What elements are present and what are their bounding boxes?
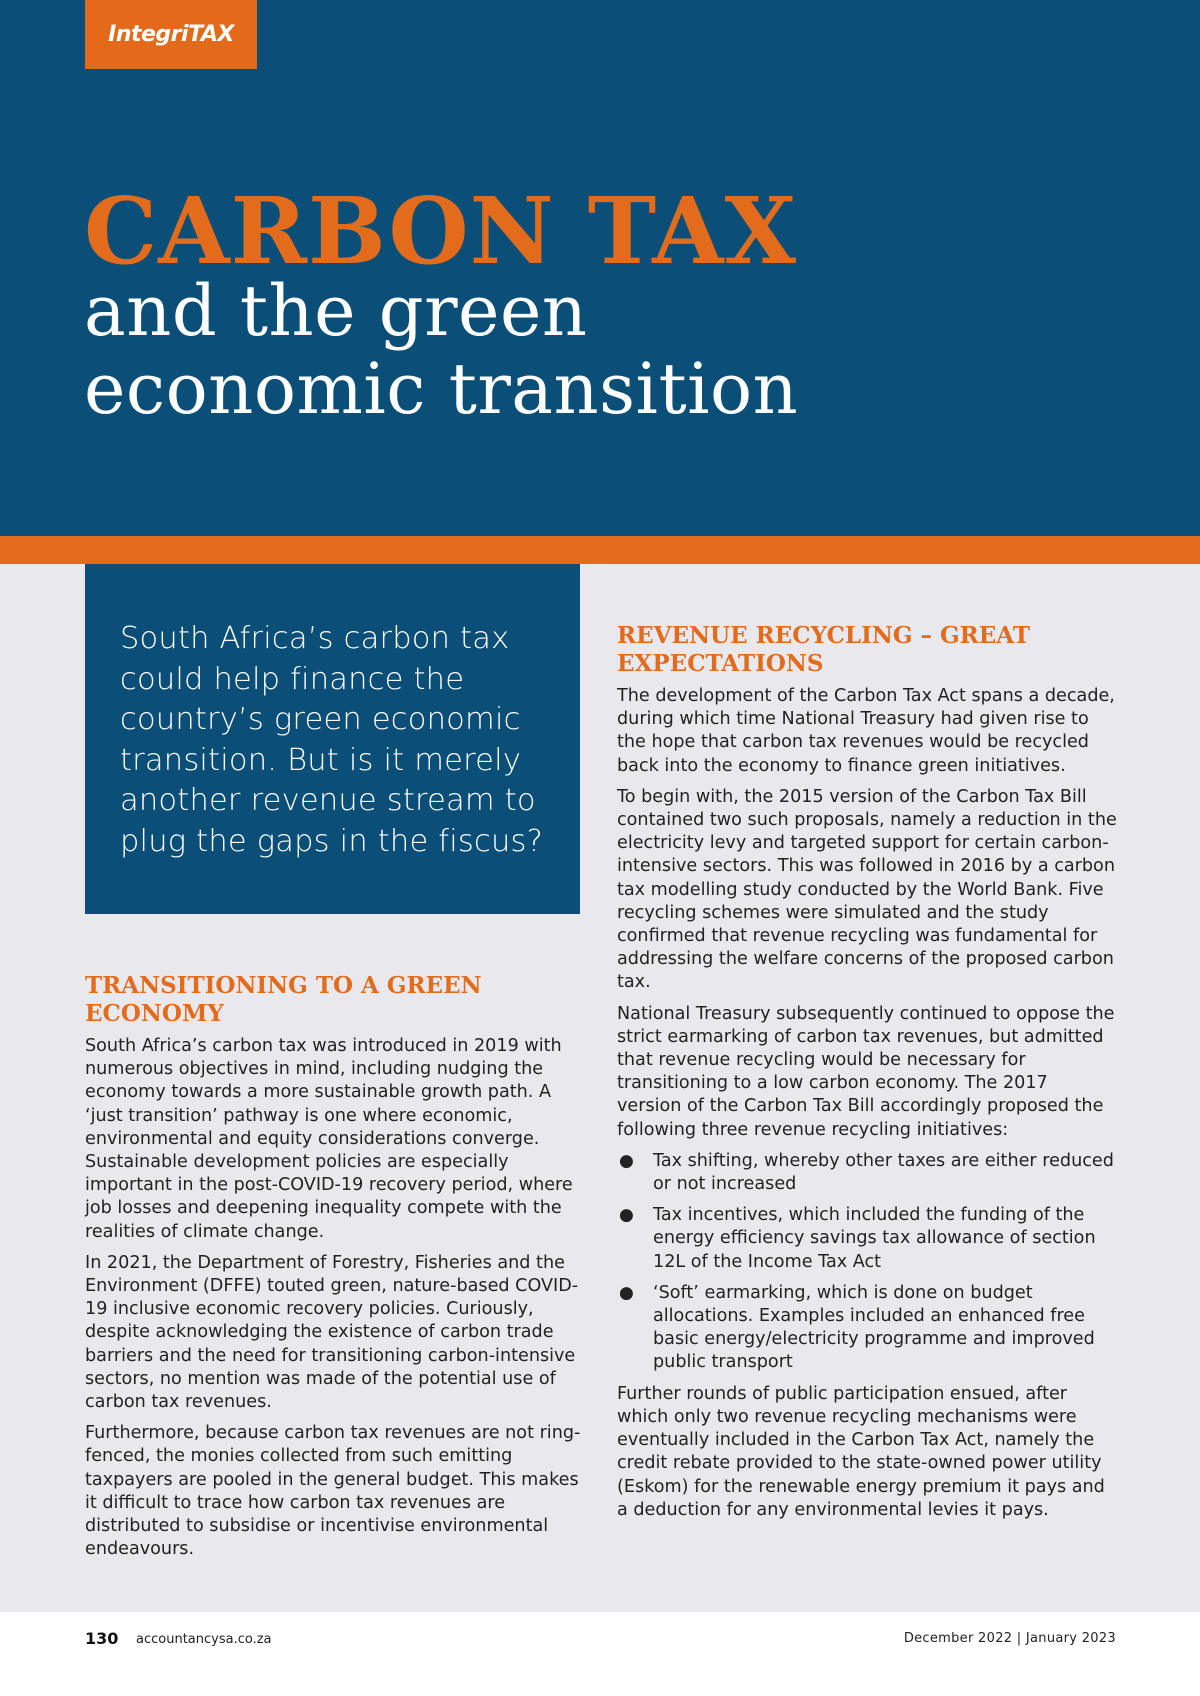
section-heading-revenue-recycling: REVENUE RECYCLING – GREAT EXPECTATIONS xyxy=(617,622,1031,677)
paragraph: In 2021, the Department of Forestry, Fisheries and the Environment (DFFE) touted green, nature-based COVID-19 inclusive economic recovery policies. Curiously, despite acknowledging the existence of carbon trade barriers and the need for transitioning carbon-intensive sectors, no mention was made of the potential use of carbon tax revenues. xyxy=(85,1252,579,1413)
article-subtitle xyxy=(84,272,798,428)
list-item xyxy=(617,1282,1117,1375)
page-number: 130 xyxy=(85,1629,119,1648)
bullet-icon: ● xyxy=(619,1205,634,1226)
intro-box xyxy=(85,564,580,914)
paragraph: Furthermore, because carbon tax revenues are not ring-fenced, the monies collected from such emitting taxpayers are pooled in the general budget. This makes it difficult to trace how carbon tax revenues are distributed to subsidise or incentivise environmental endeavours. xyxy=(85,1423,581,1560)
list-item xyxy=(617,1150,1117,1196)
paragraph: National Treasury subsequently continued to oppose the strict earmarking of carbon tax revenues, but admitted that revenue recycling would be necessary for transitioning to a low carbon economy. The 2017 version of the Carbon Tax Bill accordingly proposed the following three revenue recycling initiatives: xyxy=(617,1003,1115,1140)
list-item-text: Tax incentives, which included the funding of the energy efficiency savings tax allowance of section 12L of the Income Tax Act xyxy=(653,1205,1096,1272)
left-column xyxy=(85,972,585,1569)
section-heading-transitioning: TRANSITIONING TO A GREEN ECONOMY xyxy=(85,972,482,1027)
right-column xyxy=(617,622,1117,1530)
bullet-list xyxy=(617,1150,1117,1375)
article-title: CARBON TAX xyxy=(84,177,797,285)
accent-band xyxy=(0,536,1200,564)
hero-banner xyxy=(0,0,1200,536)
brand-logo: IntegriTAX xyxy=(85,0,257,69)
issue-date: December 2022 | January 2023 xyxy=(903,1631,1116,1646)
website-link[interactable]: accountancysa.co.za xyxy=(136,1632,272,1647)
intro-text: South Africa’s carbon tax could help finance the country’s green economic transition. But is it merely another revenue stream to plug the gaps in the fiscus? xyxy=(120,621,543,859)
list-item-text: Tax shifting, whereby other taxes are either reduced or not increased xyxy=(653,1150,1114,1195)
paragraph: South Africa’s carbon tax was introduced in 2019 with numerous objectives in mind, including nudging the economy towards a more sustainable growth path. A ‘just transition’ pathway is one where economic, environmental and equity considerations converge. Sustainable development policies are especially important in the post-COVID-19 recovery period, where job losses and deepening inequality compete with the realities of climate change. xyxy=(85,1036,573,1242)
list-item-text: ‘Soft’ earmarking, which is done on budget allocations. Examples included an enhanced free basic energy/electricity programme and improved public transport xyxy=(653,1282,1095,1373)
page-footer xyxy=(0,1612,1200,1696)
paragraph: The development of the Carbon Tax Act spans a decade, during which time National Treasury had given rise to the hope that carbon tax revenues would be recycled back into the economy to finance green initiatives. xyxy=(617,686,1115,776)
paragraph: Further rounds of public participation ensued, after which only two revenue recycling mechanisms were eventually included in the Carbon Tax Act, namely the credit rebate provided to the state-owned power utility (Eskom) for the renewable energy premium it pays and a deduction for any environmental levies it pays. xyxy=(617,1383,1105,1520)
list-item xyxy=(617,1204,1117,1274)
subtitle-line-1: and the green xyxy=(84,270,588,352)
paragraph: To begin with, the 2015 version of the Carbon Tax Bill contained two such proposals, namely a reduction in the electricity levy and targeted support for certain carbon-intensive sectors. This was followed in 2016 by a carbon tax modelling study conducted by the World Bank. Five recycling schemes were simulated and the study confirmed that revenue recycling was fundamental for addressing the welfare concerns of the proposed carbon tax. xyxy=(617,786,1117,993)
bullet-icon: ● xyxy=(619,1150,634,1171)
subtitle-line-2: economic transition xyxy=(84,348,799,430)
bullet-icon: ● xyxy=(619,1282,634,1303)
